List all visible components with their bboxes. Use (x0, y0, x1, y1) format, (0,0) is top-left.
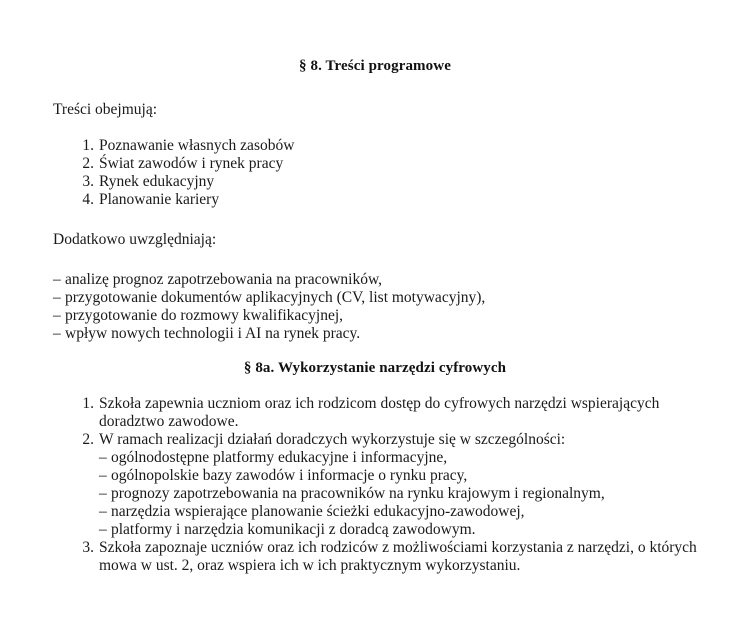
list-item (0, 155, 750, 173)
list-item-text: Rynek edukacyjny (99, 173, 215, 190)
list-item (0, 173, 750, 191)
list-marker: 4. (82, 191, 94, 208)
section-heading-2: § 8a. Wykorzystanie narzędzi cyfrowych (243, 360, 507, 376)
list-item (0, 431, 750, 539)
dash-marker: – (99, 467, 107, 484)
list-item-text: Świat zawodów i rynek pracy (99, 155, 284, 172)
dash-item-text: narzędzia wspierające planowanie ścieżki edukacyjno-zawodowej, (111, 503, 525, 520)
list-marker: 2. (82, 431, 94, 448)
dash-marker: – (53, 325, 61, 342)
dash-list-item (99, 485, 702, 503)
dash-list-item (99, 503, 702, 521)
list-item (0, 191, 750, 209)
dash-item-text: ogólnodostępne platformy edukacyjne i informacyjne, (111, 449, 448, 466)
programme-contents-list (0, 119, 750, 209)
list-item (0, 137, 750, 155)
list-item (0, 395, 750, 431)
dash-list-item (53, 289, 750, 307)
additional-considerations-list (0, 249, 750, 343)
dash-item-text: przygotowanie do rozmowy kwalifikacyjnej, (65, 307, 344, 324)
dash-marker: – (53, 271, 61, 288)
dash-list-item (53, 325, 750, 343)
intro-paragraph-2: Dodatkowo uwzględniają: (53, 231, 217, 248)
digital-tools-sublist (99, 449, 702, 539)
list-marker: 2. (82, 155, 94, 172)
dash-marker: – (53, 307, 61, 324)
digital-tools-list (0, 377, 750, 575)
intro-paragraph-1: Treści obejmują: (53, 101, 158, 118)
dash-list-item (53, 271, 750, 289)
list-marker: 3. (82, 539, 94, 556)
dash-list-item (53, 307, 750, 325)
dash-list-item (99, 449, 702, 467)
dash-item-text: wpływ nowych technologii i AI na rynek pracy. (65, 325, 361, 342)
list-item (0, 539, 750, 575)
list-marker: 1. (82, 137, 94, 154)
list-marker: 3. (82, 173, 94, 190)
list-marker: 1. (82, 395, 94, 412)
list-item-text: Planowanie kariery (99, 191, 220, 208)
dash-list-item (99, 467, 702, 485)
list-item-text: Szkoła zapewnia uczniom oraz ich rodzicom dostęp do cyfrowych narzędzi wspierających doradztwo zawodowe. (99, 395, 660, 430)
dash-list-item (99, 521, 702, 539)
dash-item-text: platformy i narzędzia komunikacji z doradcą zawodowym. (111, 521, 476, 538)
dash-marker: – (53, 289, 61, 306)
list-item-text: W ramach realizacji działań doradczych wykorzystuje się w szczególności: (99, 431, 566, 448)
dash-item-text: analizę prognoz zapotrzebowania na pracowników, (65, 271, 383, 288)
section-heading-1: § 8. Treści programowe (299, 58, 451, 74)
dash-marker: – (99, 503, 107, 520)
dash-item-text: przygotowanie dokumentów aplikacyjnych (CV, list motywacyjny), (65, 289, 486, 306)
dash-item-text: ogólnopolskie bazy zawodów i informacje o rynku pracy, (111, 467, 468, 484)
dash-marker: – (99, 449, 107, 466)
dash-marker: – (99, 485, 107, 502)
list-item-text: Poznawanie własnych zasobów (99, 137, 295, 154)
dash-marker: – (99, 521, 107, 538)
dash-item-text: prognozy zapotrzebowania na pracowników na rynku krajowym i regionalnym, (111, 485, 605, 502)
list-item-text: Szkoła zapoznaje uczniów oraz ich rodziców z możliwościami korzystania z narzędzi, o których mowa w ust. 2, oraz wspiera ich w ich praktycznym wykorzystaniu. (99, 539, 697, 574)
